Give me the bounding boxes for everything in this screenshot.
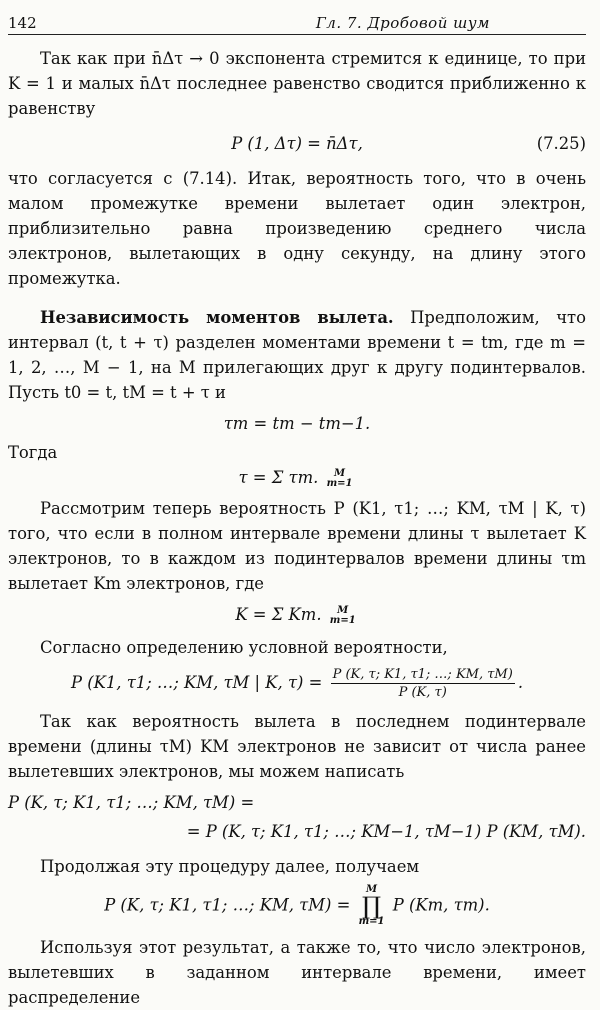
- tau-sum-body: τ = Σ τm.: [238, 468, 319, 487]
- sum-upper: M: [333, 467, 346, 479]
- equation-7-25-body: P (1, Δτ) = n̄Δτ,: [231, 134, 363, 153]
- product-upper: M: [366, 884, 378, 895]
- sum-upper: M: [337, 604, 349, 616]
- paragraph-9: Используя этот результат, а также то, что число электронов, вылетевших в заданном интервале времени, имеет распределение: [8, 938, 586, 1007]
- equation-tau-sum: [8, 465, 586, 490]
- page-number: 142: [8, 14, 37, 32]
- paragraph-3-text: Предположим, что интервал (t, t + τ) разделен моментами времени t = tm, где m = 1, 2, …, M − 1, на M прилегающих друг к другу подинтервалов. Пусть t0 = t, tM = t + τ и: [8, 308, 586, 402]
- equation-conditional: P (K1, τ1; …; KM, τM | K, τ) = $\frac{P (K, \tau; K1, \tau 1; \dots; KM, \tau M)}{P (K, \tau)}$ .: [70, 667, 524, 700]
- equation-product: [8, 885, 586, 927]
- product-operator: [359, 885, 385, 927]
- equation-7-25: [8, 131, 586, 156]
- conditional-fraction: [331, 666, 515, 701]
- product-right: P (Km, τm).: [392, 895, 490, 915]
- running-title: Гл. 7. Дробовой шум: [315, 14, 490, 32]
- product-left: P (K, τ; K1, τ1; …; KM, τM) =: [104, 895, 351, 915]
- equation-tau-m: τm = tm − tm−1.: [223, 414, 371, 433]
- paragraph-7: Так как вероятность вылета в последнем подинтервале времени (длины τM) KM электронов не зависит от числа ранее вылетевших электронов, мы можем написать: [8, 712, 586, 781]
- page-header: [8, 6, 586, 35]
- conditional-left: P (K1, τ1; …; KM, τM | K, τ) =: [70, 673, 323, 692]
- paragraph-8: Продолжая эту процедуру далее, получаем: [40, 857, 420, 876]
- sum-limits: [330, 606, 356, 626]
- paragraph-2: что согласуется с (7.14). Итак, вероятность того, что в очень малом промежутке времени вылетает один электрон, приблизительно равна произведению среднего числа электронов, вылетающих в одну секунду, на длину этого промежутка.: [8, 169, 586, 288]
- equation-number: (7.25): [536, 134, 586, 153]
- equation-K-sum: [8, 602, 586, 627]
- sum-lower: m=1: [329, 614, 356, 626]
- paragraph-3: [8, 305, 586, 405]
- product-symbol: ∏: [362, 892, 382, 920]
- fraction-numerator: P (K, τ; K1, τ1; …; KM, τM): [332, 667, 513, 682]
- equation-long-line-1: P (K, τ; K1, τ1; …; KM, τM) =: [8, 793, 255, 812]
- product-lower: m=1: [358, 916, 385, 927]
- page-body: [8, 46, 586, 1010]
- paragraph-5: Рассмотрим теперь вероятность P (K1, τ1; …; KM, τM | K, τ) того, что если в полном интервале времени длины τ вылетает K электронов, то в каждом из подинтервалов времени длины τm вылетает Km электронов, где: [8, 499, 586, 593]
- sum-limits: [327, 469, 353, 489]
- equation-long-line-2: = P (K, τ; K1, τ1; …; KM−1, τM−1) P (KM, τM).: [186, 822, 586, 841]
- section-heading: Независимость моментов вылета.: [40, 308, 394, 327]
- paragraph-6: Согласно определению условной вероятности,: [40, 638, 448, 657]
- sum-lower: m=1: [326, 477, 353, 489]
- K-sum-body: K = Σ Km.: [235, 605, 322, 624]
- paragraph-4: Тогда: [8, 443, 58, 462]
- fraction-denominator: P (K, τ): [398, 685, 447, 700]
- paragraph-1: Так как при n̄Δτ → 0 экспонента стремится к единице, то при K = 1 и малых n̄Δτ последнее равенство сводится приближенно к равенству: [8, 49, 586, 118]
